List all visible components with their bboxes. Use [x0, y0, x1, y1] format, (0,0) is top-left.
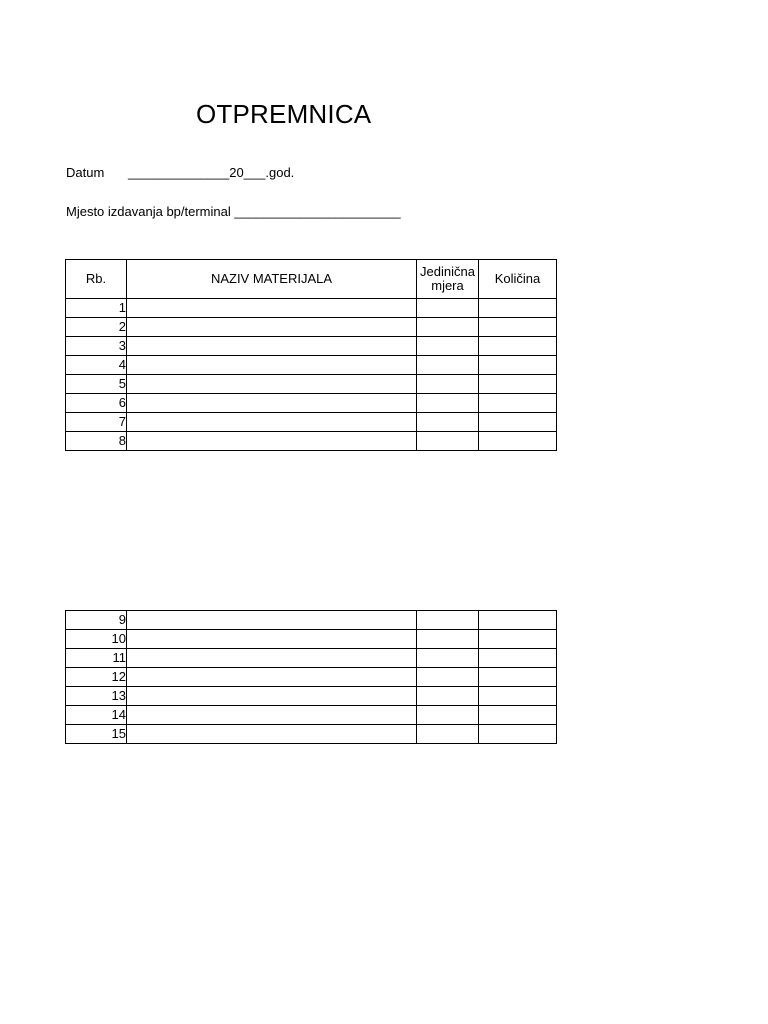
- row-number: 3: [66, 337, 127, 356]
- naziv-cell[interactable]: [127, 687, 417, 706]
- table-row: [66, 394, 557, 413]
- row-number: 6: [66, 394, 127, 413]
- row-number: 11: [66, 649, 127, 668]
- naziv-cell[interactable]: [127, 611, 417, 630]
- naziv-cell[interactable]: [127, 725, 417, 744]
- kolicina-cell[interactable]: [479, 318, 557, 337]
- kolicina-cell[interactable]: [479, 706, 557, 725]
- row-number: 4: [66, 356, 127, 375]
- kolicina-cell[interactable]: [479, 649, 557, 668]
- jedinicna-mjera-cell[interactable]: [417, 299, 479, 318]
- table-row: [66, 687, 557, 706]
- jedinicna-mjera-cell[interactable]: [417, 356, 479, 375]
- kolicina-cell[interactable]: [479, 299, 557, 318]
- row-number: 8: [66, 432, 127, 451]
- row-number: 5: [66, 375, 127, 394]
- naziv-cell[interactable]: [127, 630, 417, 649]
- row-number: 12: [66, 668, 127, 687]
- row-number: 10: [66, 630, 127, 649]
- jedinicna-mjera-cell[interactable]: [417, 668, 479, 687]
- table-header-row: [66, 260, 557, 299]
- kolicina-cell[interactable]: [479, 611, 557, 630]
- table-row: [66, 413, 557, 432]
- header-kolicina: Količina: [479, 260, 557, 299]
- jedinicna-mjera-cell[interactable]: [417, 687, 479, 706]
- kolicina-cell[interactable]: [479, 375, 557, 394]
- kolicina-cell[interactable]: [479, 394, 557, 413]
- jedinicna-mjera-cell[interactable]: [417, 630, 479, 649]
- jedinicna-mjera-cell[interactable]: [417, 649, 479, 668]
- jedinicna-mjera-cell[interactable]: [417, 706, 479, 725]
- table-row: [66, 337, 557, 356]
- table-row: [66, 649, 557, 668]
- naziv-cell[interactable]: [127, 706, 417, 725]
- kolicina-cell[interactable]: [479, 668, 557, 687]
- kolicina-cell[interactable]: [479, 725, 557, 744]
- row-number: 13: [66, 687, 127, 706]
- naziv-cell[interactable]: [127, 432, 417, 451]
- row-number: 1: [66, 299, 127, 318]
- table-row: [66, 356, 557, 375]
- row-number: 9: [66, 611, 127, 630]
- table-row: [66, 432, 557, 451]
- datum-field[interactable]: ______________20___.god.: [128, 165, 295, 180]
- jedinicna-mjera-cell[interactable]: [417, 611, 479, 630]
- table-row: [66, 706, 557, 725]
- mjesto-izdavanja-field[interactable]: Mjesto izdavanja bp/terminal _______________________: [66, 204, 401, 219]
- table-row: [66, 668, 557, 687]
- datum-label: Datum: [66, 165, 105, 180]
- jedinicna-mjera-cell[interactable]: [417, 394, 479, 413]
- row-number: 15: [66, 725, 127, 744]
- naziv-cell[interactable]: [127, 356, 417, 375]
- materials-table-second: [65, 610, 557, 744]
- naziv-cell[interactable]: [127, 413, 417, 432]
- row-number: 7: [66, 413, 127, 432]
- kolicina-cell[interactable]: [479, 630, 557, 649]
- header-naziv-materijala: NAZIV MATERIJALA: [127, 260, 417, 299]
- naziv-cell[interactable]: [127, 318, 417, 337]
- header-jedinicna-line2: mjera: [431, 278, 464, 293]
- table-row: [66, 318, 557, 337]
- jedinicna-mjera-cell[interactable]: [417, 413, 479, 432]
- kolicina-cell[interactable]: [479, 432, 557, 451]
- kolicina-cell[interactable]: [479, 356, 557, 375]
- jedinicna-mjera-cell[interactable]: [417, 318, 479, 337]
- naziv-cell[interactable]: [127, 299, 417, 318]
- kolicina-cell[interactable]: [479, 413, 557, 432]
- naziv-cell[interactable]: [127, 668, 417, 687]
- document-title: OTPREMNICA: [196, 99, 372, 129]
- naziv-cell[interactable]: [127, 375, 417, 394]
- table-row: [66, 725, 557, 744]
- header-jedinicna-line1: Jedinična: [420, 264, 475, 279]
- table-row: [66, 611, 557, 630]
- naziv-cell[interactable]: [127, 649, 417, 668]
- jedinicna-mjera-cell[interactable]: [417, 337, 479, 356]
- naziv-cell[interactable]: [127, 337, 417, 356]
- row-number: 14: [66, 706, 127, 725]
- materials-table-first: [65, 259, 557, 451]
- kolicina-cell[interactable]: [479, 687, 557, 706]
- table-row: [66, 299, 557, 318]
- table-row: [66, 630, 557, 649]
- kolicina-cell[interactable]: [479, 337, 557, 356]
- jedinicna-mjera-cell[interactable]: [417, 432, 479, 451]
- row-number: 2: [66, 318, 127, 337]
- header-rb: Rb.: [66, 260, 127, 299]
- naziv-cell[interactable]: [127, 394, 417, 413]
- header-jedinicna-mjera: [417, 260, 479, 299]
- jedinicna-mjera-cell[interactable]: [417, 725, 479, 744]
- jedinicna-mjera-cell[interactable]: [417, 375, 479, 394]
- table-row: [66, 375, 557, 394]
